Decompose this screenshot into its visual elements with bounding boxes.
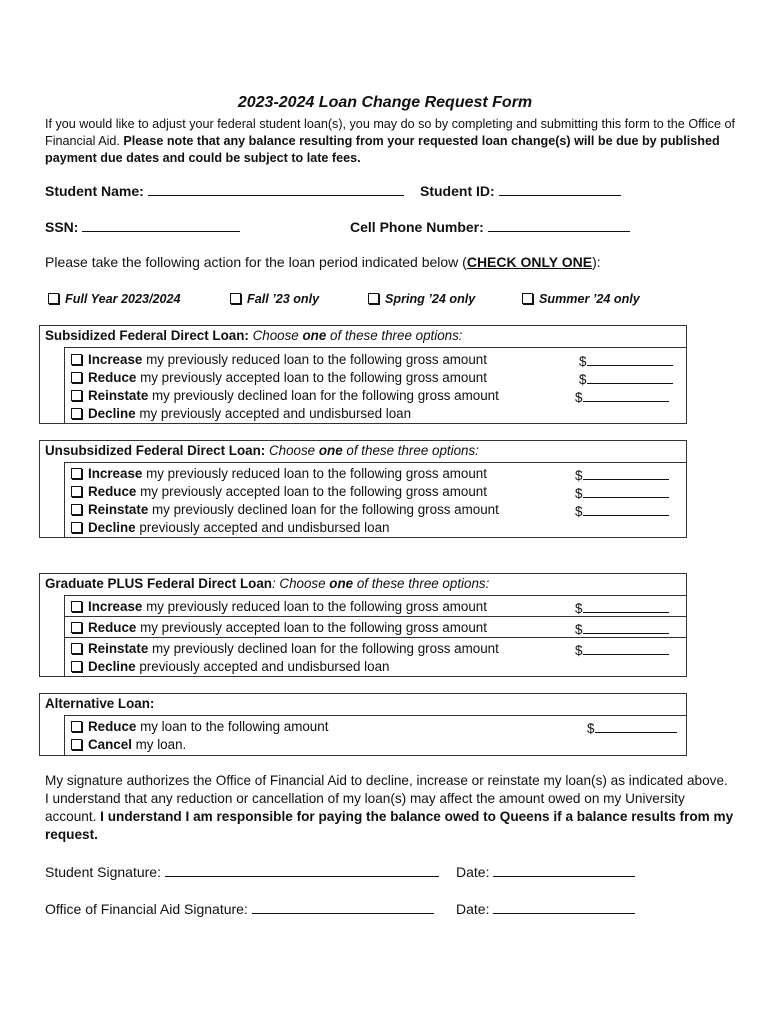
option-text: my previously reduced loan to the following gross amount bbox=[142, 352, 487, 367]
dollar-sign: $ bbox=[575, 504, 583, 519]
amount-field[interactable] bbox=[575, 620, 669, 637]
student-id-label: Student ID: bbox=[420, 183, 495, 199]
option-cancel[interactable] bbox=[71, 737, 186, 752]
amount-field[interactable] bbox=[587, 719, 677, 736]
cell-phone-label: Cell Phone Number: bbox=[350, 219, 484, 235]
option-verb: Decline bbox=[88, 406, 136, 421]
checkbox-icon[interactable] bbox=[71, 486, 82, 497]
option-text: my previously reduced loan to the following gross amount bbox=[142, 466, 487, 481]
authorization-text: My signature authorizes the Office of Financial Aid to decline, increase or reinstate my loan(s) as indicated above. I understand that any reduction or cancellation of my loan(s) may affect the amount owed on my University account. bbox=[45, 773, 728, 824]
intro-text: If you would like to adjust your federal student loan(s), you may do so by completing and submitting this form to the Office of Financial Aid. bbox=[45, 117, 735, 148]
instruction-emphasis: CHECK ONLY ONE bbox=[466, 254, 593, 270]
section-name: Unsubsidized Federal Direct Loan: bbox=[45, 443, 266, 458]
checkbox-icon[interactable] bbox=[71, 601, 82, 612]
amount-field[interactable] bbox=[575, 388, 669, 405]
option-text: my previously accepted loan to the following gross amount bbox=[136, 484, 487, 499]
option-verb: Increase bbox=[88, 352, 143, 367]
dollar-sign: $ bbox=[575, 601, 583, 616]
row-divider bbox=[65, 637, 686, 638]
student-name-line[interactable] bbox=[148, 181, 404, 196]
cell-phone-field[interactable] bbox=[350, 217, 630, 235]
office-signature-field[interactable] bbox=[45, 899, 434, 917]
section-heading bbox=[45, 576, 489, 591]
amount-field[interactable] bbox=[575, 641, 669, 658]
section-heading bbox=[45, 328, 463, 343]
option-increase[interactable] bbox=[71, 352, 487, 367]
dollar-sign: $ bbox=[575, 643, 583, 658]
option-text: my previously accepted and undisbursed loan bbox=[135, 406, 412, 421]
student-date-field[interactable] bbox=[456, 862, 635, 880]
choose-text: Choose bbox=[248, 328, 303, 343]
dollar-sign: $ bbox=[575, 486, 583, 501]
amount-line[interactable] bbox=[587, 370, 673, 384]
checkbox-icon[interactable] bbox=[71, 468, 82, 479]
checkbox-icon[interactable] bbox=[71, 408, 82, 419]
ssn-line[interactable] bbox=[82, 217, 240, 232]
option-text: my previously accepted loan to the following gross amount bbox=[136, 620, 487, 635]
student-signature-line[interactable] bbox=[165, 862, 439, 877]
office-date-field[interactable] bbox=[456, 899, 635, 917]
section-name: Subsidized Federal Direct Loan: bbox=[45, 328, 249, 343]
amount-line[interactable] bbox=[583, 388, 669, 402]
amount-line[interactable] bbox=[587, 352, 673, 366]
alternative-loan-section bbox=[39, 693, 687, 756]
option-verb: Increase bbox=[88, 599, 143, 614]
period-summer[interactable] bbox=[522, 292, 640, 306]
checkbox-icon[interactable] bbox=[71, 354, 82, 365]
date-label: Date: bbox=[456, 864, 490, 880]
amount-field[interactable] bbox=[575, 502, 669, 519]
ssn-field[interactable] bbox=[45, 217, 240, 235]
checkbox-icon[interactable] bbox=[71, 739, 82, 750]
amount-line[interactable] bbox=[583, 641, 669, 655]
amount-line[interactable] bbox=[583, 502, 669, 516]
checkbox-icon[interactable] bbox=[71, 622, 82, 633]
option-reduce[interactable] bbox=[71, 370, 487, 385]
choose-one: one bbox=[329, 576, 354, 591]
option-reduce[interactable] bbox=[71, 719, 328, 734]
date-label: Date: bbox=[456, 901, 490, 917]
checkbox-icon[interactable] bbox=[71, 661, 82, 672]
option-text: my previously declined loan for the following gross amount bbox=[148, 388, 499, 403]
option-verb: Reduce bbox=[88, 620, 137, 635]
period-label: Fall ’23 only bbox=[247, 292, 320, 306]
student-id-line[interactable] bbox=[499, 181, 621, 196]
checkbox-icon[interactable] bbox=[71, 522, 82, 533]
amount-field[interactable] bbox=[575, 466, 669, 483]
option-reduce[interactable] bbox=[71, 484, 487, 499]
dollar-sign: $ bbox=[575, 468, 583, 483]
ssn-label: SSN: bbox=[45, 219, 79, 235]
authorization-paragraph bbox=[45, 772, 735, 844]
option-verb: Reinstate bbox=[88, 502, 149, 517]
checkbox-icon[interactable] bbox=[71, 504, 82, 515]
period-full-year[interactable] bbox=[48, 292, 181, 306]
checkbox-icon[interactable] bbox=[48, 293, 59, 304]
dollar-sign: $ bbox=[579, 372, 587, 387]
period-spring[interactable] bbox=[368, 292, 475, 306]
section-heading bbox=[45, 443, 479, 458]
amount-line[interactable] bbox=[583, 599, 669, 613]
amount-field[interactable] bbox=[579, 370, 673, 387]
dollar-sign: $ bbox=[575, 390, 583, 405]
office-signature-line[interactable] bbox=[252, 899, 434, 914]
option-text: previously accepted and undisbursed loan bbox=[135, 520, 390, 535]
checkbox-icon[interactable] bbox=[368, 293, 379, 304]
option-text: my previously declined loan for the following gross amount bbox=[148, 502, 499, 517]
dollar-sign: $ bbox=[587, 721, 595, 736]
choose-text-end: of these three options: bbox=[353, 576, 490, 591]
checkbox-icon[interactable] bbox=[230, 293, 241, 304]
grad-plus-loan-section bbox=[39, 573, 687, 677]
student-name-label: Student Name: bbox=[45, 183, 144, 199]
option-verb: Reinstate bbox=[88, 388, 149, 403]
choose-text: Choose bbox=[265, 443, 319, 458]
checkbox-icon[interactable] bbox=[522, 293, 533, 304]
choose-one: one bbox=[302, 328, 327, 343]
option-text: previously accepted and undisbursed loan bbox=[135, 659, 390, 674]
option-verb: Reduce bbox=[88, 370, 137, 385]
checkbox-icon[interactable] bbox=[71, 721, 82, 732]
option-reinstate[interactable] bbox=[71, 388, 499, 403]
dollar-sign: $ bbox=[579, 354, 587, 369]
amount-field[interactable] bbox=[575, 484, 669, 501]
date-line[interactable] bbox=[493, 862, 635, 877]
intro-paragraph bbox=[45, 116, 735, 166]
option-increase[interactable] bbox=[71, 466, 487, 481]
option-verb: Cancel bbox=[88, 737, 132, 752]
checkbox-icon[interactable] bbox=[71, 643, 82, 654]
option-decline[interactable] bbox=[71, 659, 390, 674]
instruction-end: ): bbox=[592, 254, 601, 270]
option-text: my previously declined loan for the following gross amount bbox=[148, 641, 499, 656]
option-verb: Decline bbox=[88, 659, 136, 674]
choose-text-end: of these three options: bbox=[342, 443, 479, 458]
section-options bbox=[64, 715, 686, 755]
authorization-bold-text: I understand I am responsible for paying the balance owed to Queens if a balance results from my request. bbox=[45, 809, 734, 842]
option-verb: Reinstate bbox=[88, 641, 149, 656]
choose-one: one bbox=[318, 443, 343, 458]
instruction bbox=[45, 254, 601, 270]
option-verb: Increase bbox=[88, 466, 143, 481]
section-options bbox=[64, 595, 686, 676]
student-signature-field[interactable] bbox=[45, 862, 439, 880]
section-options bbox=[64, 347, 686, 423]
form-title: 2023-2024 Loan Change Request Form bbox=[237, 94, 533, 111]
option-verb: Reduce bbox=[88, 484, 137, 499]
option-verb: Decline bbox=[88, 520, 136, 535]
option-decline[interactable] bbox=[71, 406, 411, 421]
period-label: Summer ’24 only bbox=[539, 292, 640, 306]
checkbox-icon[interactable] bbox=[71, 372, 82, 383]
amount-line[interactable] bbox=[595, 719, 677, 733]
option-text: my previously accepted loan to the following gross amount bbox=[136, 370, 487, 385]
subsidized-loan-section bbox=[39, 325, 687, 424]
office-signature-label: Office of Financial Aid Signature: bbox=[45, 901, 248, 917]
option-text: my loan to the following amount bbox=[136, 719, 329, 734]
choose-text: : Choose bbox=[271, 576, 330, 591]
period-label: Full Year 2023/2024 bbox=[65, 292, 181, 306]
amount-field[interactable] bbox=[575, 599, 669, 616]
choose-text-end: of these three options: bbox=[326, 328, 463, 343]
date-line[interactable] bbox=[493, 899, 635, 914]
option-verb: Reduce bbox=[88, 719, 137, 734]
period-label: Spring ’24 only bbox=[385, 292, 476, 306]
unsubsidized-loan-section bbox=[39, 440, 687, 538]
amount-line[interactable] bbox=[583, 620, 669, 634]
amount-field[interactable] bbox=[579, 352, 673, 369]
section-options bbox=[64, 462, 686, 537]
option-reinstate[interactable] bbox=[71, 641, 499, 656]
checkbox-icon[interactable] bbox=[71, 390, 82, 401]
student-id-field[interactable] bbox=[420, 181, 621, 199]
amount-line[interactable] bbox=[583, 484, 669, 498]
option-reduce[interactable] bbox=[71, 620, 487, 635]
instruction-text: Please take the following action for the loan period indicated below ( bbox=[45, 254, 467, 270]
cell-phone-line[interactable] bbox=[488, 217, 630, 232]
dollar-sign: $ bbox=[575, 622, 583, 637]
amount-line[interactable] bbox=[583, 466, 669, 480]
student-signature-label: Student Signature: bbox=[45, 864, 161, 880]
section-name: Alternative Loan: bbox=[45, 696, 155, 711]
option-text: my previously reduced loan to the following gross amount bbox=[142, 599, 487, 614]
section-name: Graduate PLUS Federal Direct Loan bbox=[45, 576, 272, 591]
student-name-field[interactable] bbox=[45, 181, 404, 199]
option-reinstate[interactable] bbox=[71, 502, 499, 517]
period-fall[interactable] bbox=[230, 292, 319, 306]
option-increase[interactable] bbox=[71, 599, 487, 614]
intro-bold-text: Please note that any balance resulting from your requested loan change(s) will be due by published payment due dates and could be subject to late fees. bbox=[45, 133, 720, 165]
section-heading bbox=[45, 696, 154, 711]
row-divider bbox=[65, 616, 686, 617]
option-decline[interactable] bbox=[71, 520, 390, 535]
option-text: my loan. bbox=[131, 737, 187, 752]
